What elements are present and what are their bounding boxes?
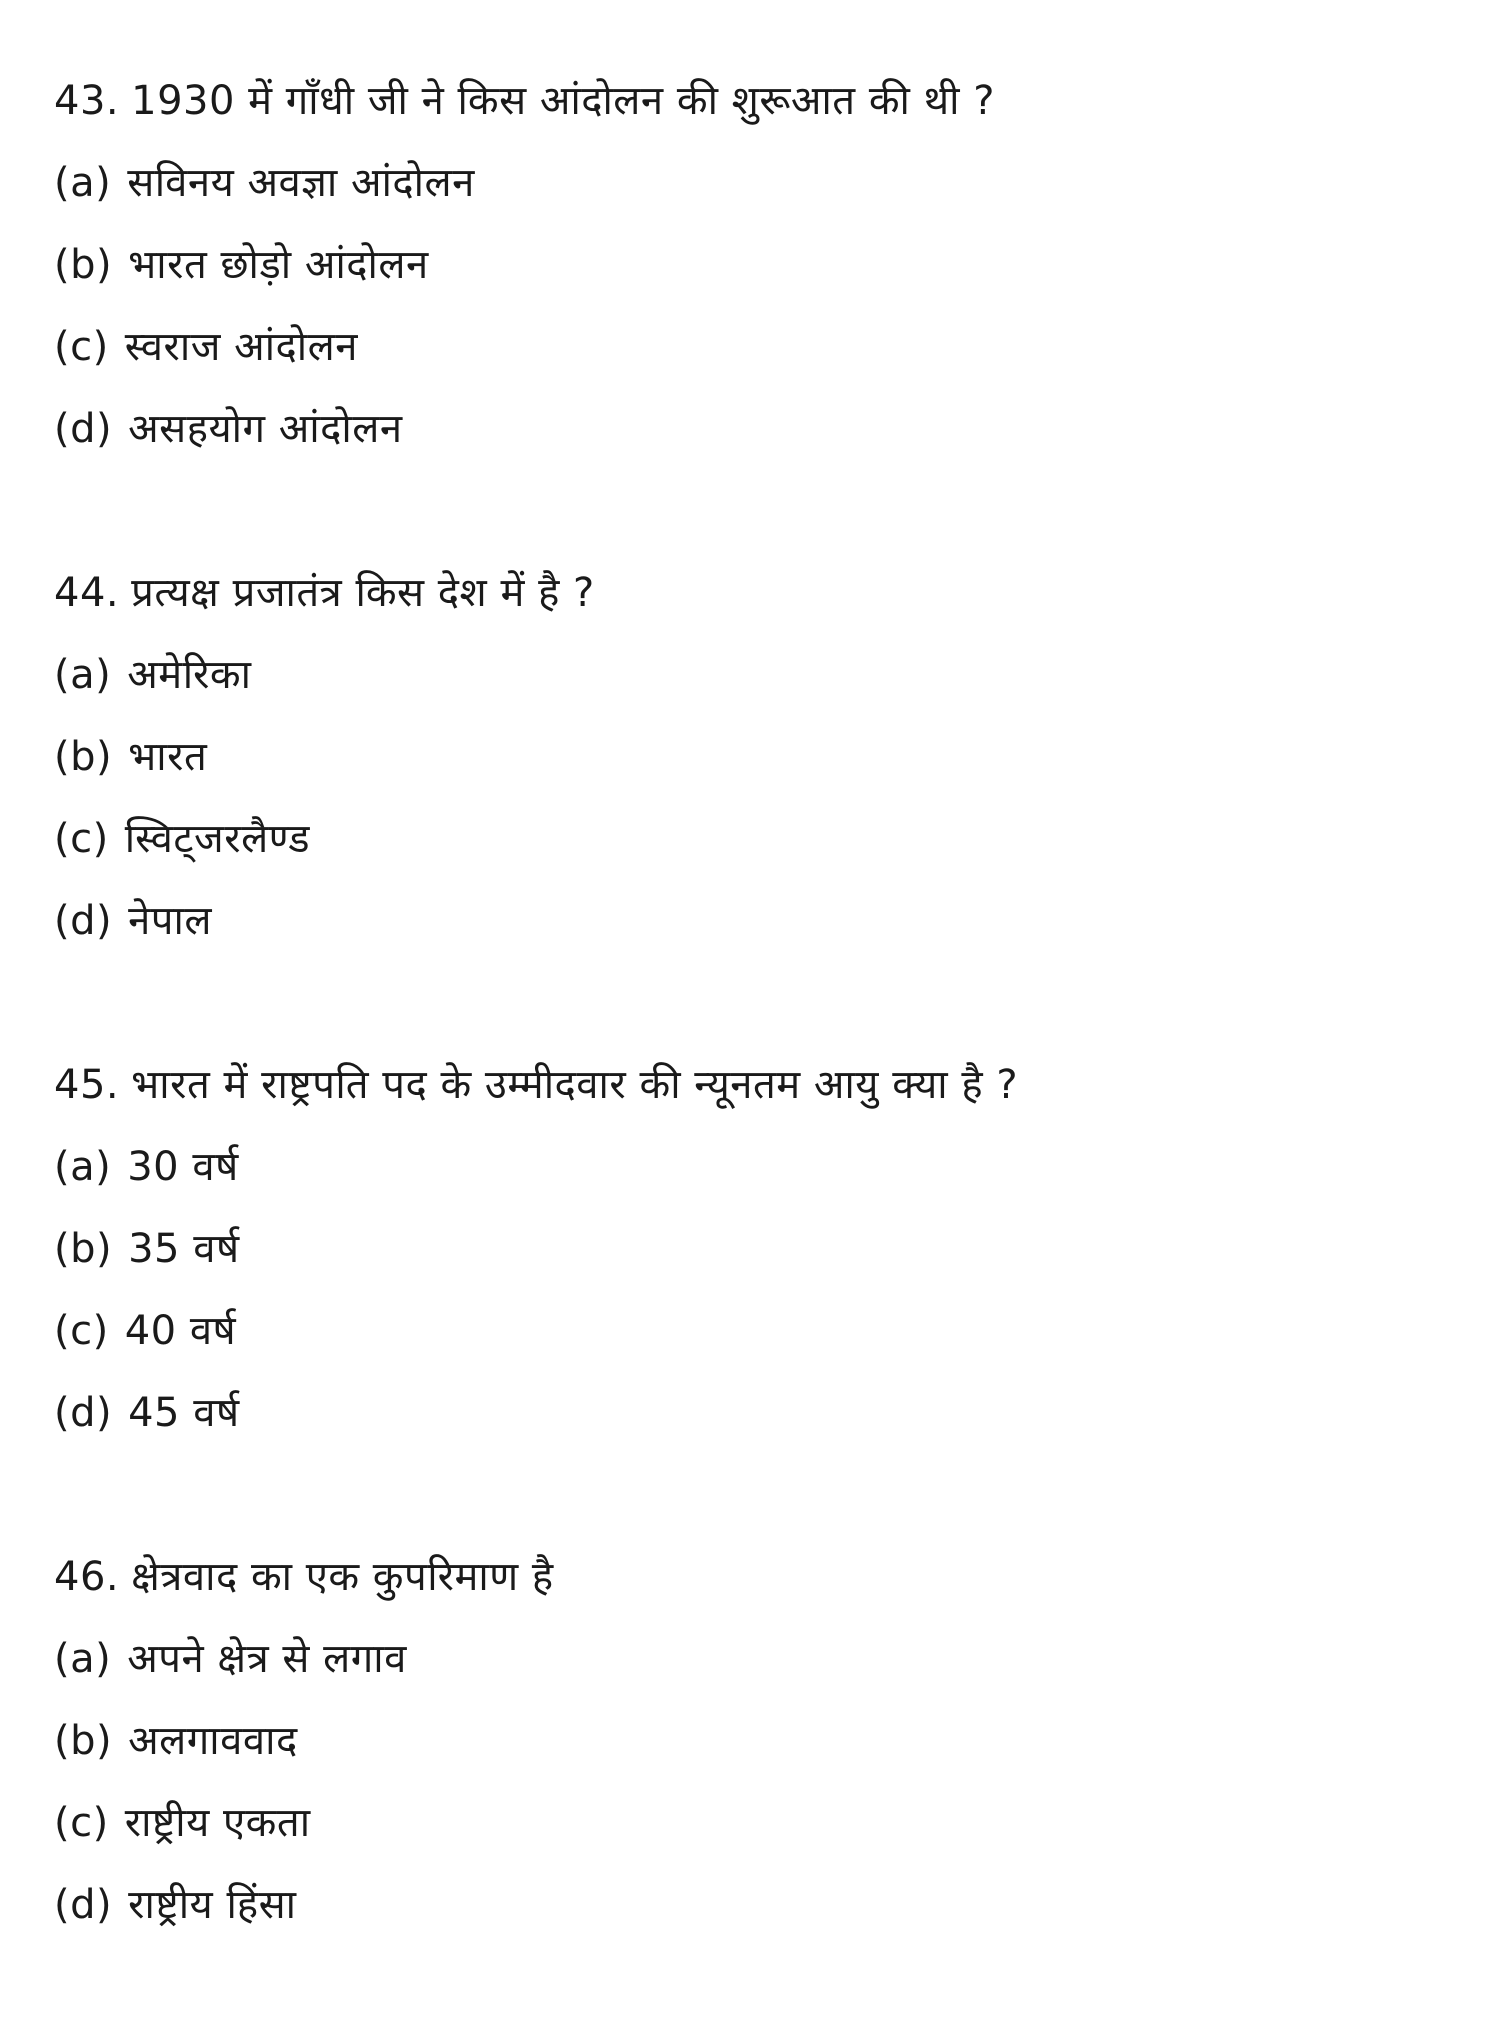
question-46-option-c[interactable] <box>54 1782 1474 1864</box>
question-44-option-c[interactable] <box>54 798 1474 880</box>
option-letter: (c) <box>54 816 109 862</box>
option-letter: (d) <box>54 406 113 452</box>
option-letter: (d) <box>54 898 113 944</box>
option-text: राष्ट्रीय हिंसा <box>128 1882 297 1928</box>
option-text: स्वराज आंदोलन <box>124 324 358 370</box>
question-43-stem <box>54 60 1474 142</box>
option-text: 40 वर्ष <box>124 1308 237 1354</box>
option-text: भारत छोड़ो आंदोलन <box>128 242 429 288</box>
option-text: 35 वर्ष <box>128 1226 240 1272</box>
question-number: 46. <box>54 1554 120 1600</box>
question-46-stem <box>54 1536 1474 1618</box>
question-43 <box>54 60 1474 470</box>
question-text: क्षेत्रवाद का एक कुपरिमाण है <box>131 1554 554 1600</box>
option-letter: (b) <box>54 242 113 288</box>
option-letter: (b) <box>54 1226 113 1272</box>
question-text: भारत में राष्ट्रपति पद के उम्मीदवार की न्यूनतम आयु क्या है ? <box>131 1062 1019 1108</box>
option-letter: (d) <box>54 1390 113 1436</box>
question-46 <box>54 1536 1474 1946</box>
question-45-option-c[interactable] <box>54 1290 1474 1372</box>
option-text: 45 वर्ष <box>128 1390 240 1436</box>
option-text: स्विट्जरलैण्ड <box>124 816 311 862</box>
question-44-option-b[interactable] <box>54 716 1474 798</box>
question-46-option-a[interactable] <box>54 1618 1474 1700</box>
option-text: अमेरिका <box>127 652 252 698</box>
question-45-option-a[interactable] <box>54 1126 1474 1208</box>
option-text: 30 वर्ष <box>127 1144 239 1190</box>
question-text: 1930 में गाँधी जी ने किस आंदोलन की शुरूआत की थी ? <box>131 78 995 124</box>
question-44-option-a[interactable] <box>54 634 1474 716</box>
option-letter: (b) <box>54 734 113 780</box>
option-text: राष्ट्रीय एकता <box>124 1800 311 1846</box>
question-45-stem <box>54 1044 1474 1126</box>
option-text: अलगाववाद <box>128 1718 298 1764</box>
option-letter: (a) <box>54 652 112 698</box>
question-text: प्रत्यक्ष प्रजातंत्र किस देश में है ? <box>131 570 595 616</box>
option-letter: (d) <box>54 1882 113 1928</box>
question-45 <box>54 1044 1474 1454</box>
question-43-option-b[interactable] <box>54 224 1474 306</box>
question-number: 44. <box>54 570 120 616</box>
question-45-option-d[interactable] <box>54 1372 1474 1454</box>
option-letter: (a) <box>54 160 112 206</box>
option-letter: (b) <box>54 1718 113 1764</box>
option-text: अपने क्षेत्र से लगाव <box>127 1636 407 1682</box>
question-46-option-b[interactable] <box>54 1700 1474 1782</box>
question-44 <box>54 552 1474 962</box>
question-46-option-d[interactable] <box>54 1864 1474 1946</box>
question-44-stem <box>54 552 1474 634</box>
option-letter: (c) <box>54 324 109 370</box>
option-text: असहयोग आंदोलन <box>128 406 403 452</box>
question-44-option-d[interactable] <box>54 880 1474 962</box>
question-43-option-c[interactable] <box>54 306 1474 388</box>
question-43-option-a[interactable] <box>54 142 1474 224</box>
option-letter: (a) <box>54 1144 112 1190</box>
option-letter: (c) <box>54 1800 109 1846</box>
option-text: नेपाल <box>128 898 213 944</box>
question-number: 45. <box>54 1062 120 1108</box>
option-letter: (c) <box>54 1308 109 1354</box>
question-number: 43. <box>54 78 120 124</box>
option-letter: (a) <box>54 1636 112 1682</box>
question-43-option-d[interactable] <box>54 388 1474 470</box>
option-text: भारत <box>128 734 208 780</box>
option-text: सविनय अवज्ञा आंदोलन <box>127 160 475 206</box>
question-45-option-b[interactable] <box>54 1208 1474 1290</box>
